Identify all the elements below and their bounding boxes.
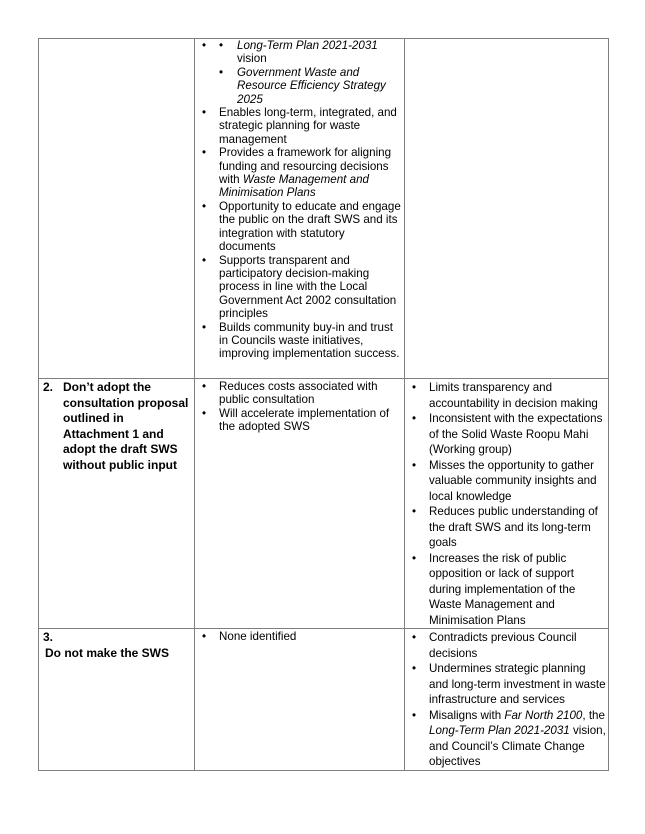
- list-item: • Opportunity to educate and engage the public on the draft SWS and its integration with statutory documents: [195, 200, 404, 254]
- list-item: • Limits transparency and accountability in decision making: [405, 380, 608, 411]
- option-number: 3.: [43, 630, 54, 644]
- list-item: • • Long-Term Plan 2021-2031 vision: [195, 39, 404, 66]
- table-row: [39, 379, 609, 629]
- list-item: [195, 39, 404, 106]
- option-label: [39, 629, 194, 661]
- list-item: • Undermines strategic planning and long-term investment in waste infrastructure and services: [405, 661, 608, 708]
- list-item: • Reduces public understanding of the draft SWS and its long-term goals: [405, 504, 608, 551]
- disadvantages-list: [405, 629, 608, 770]
- list-item: • Builds community buy-in and trust in Councils waste initiatives, improving implementation success.: [195, 321, 404, 361]
- option-title: Do not make the SWS: [45, 645, 170, 660]
- options-table: [38, 38, 609, 771]
- table-row: [39, 39, 609, 379]
- disadvantages-cell: [405, 629, 609, 771]
- advantages-list: [195, 379, 404, 434]
- option-label: [39, 379, 194, 473]
- list-item: • Increases the risk of public opposition or lack of support during implementation of the Waste Management and Minimisation Plans: [405, 551, 608, 629]
- sub-list: [195, 39, 404, 106]
- option-cell: [39, 39, 195, 379]
- disadvantages-cell: [405, 379, 609, 629]
- advantages-list: [195, 629, 404, 643]
- advantages-cell: [195, 39, 405, 379]
- disadvantages-list: [405, 379, 608, 628]
- advantages-cell: [195, 629, 405, 771]
- list-item: • Enables long-term, integrated, and strategic planning for waste management: [195, 106, 404, 146]
- option-cell: [39, 379, 195, 629]
- list-item: • Provides a framework for aligning funding and resourcing decisions with Waste Management and Minimisation Plans: [195, 146, 404, 200]
- list-item: • Misaligns with Far North 2100, the Long-Term Plan 2021-2031 vision, and Council’s Climate Change objectives: [405, 708, 608, 770]
- list-item: • Inconsistent with the expectations of the Solid Waste Roopu Mahi (Working group): [405, 411, 608, 458]
- option-title: Don’t adopt the consultation proposal outlined in Attachment 1 and adopt the draft SWS without public input: [63, 380, 189, 472]
- list-item: • Contradicts previous Council decisions: [405, 630, 608, 661]
- option-number: 2.: [43, 380, 54, 394]
- disadvantages-cell: [405, 39, 609, 379]
- list-item: • Reduces costs associated with public consultation: [195, 380, 404, 407]
- option-cell: [39, 629, 195, 771]
- table-row: [39, 629, 609, 771]
- list-item: • Misses the opportunity to gather valuable community insights and local knowledge: [405, 458, 608, 505]
- list-item: • Will accelerate implementation of the adopted SWS: [195, 407, 404, 434]
- advantages-list: [195, 39, 404, 361]
- advantages-cell: [195, 379, 405, 629]
- list-item: • Government Waste and Resource Efficiency Strategy 2025: [195, 66, 404, 106]
- list-item: • None identified: [195, 630, 404, 643]
- list-item: • Supports transparent and participatory decision-making process in line with the Local Government Act 2002 consultation principles: [195, 254, 404, 321]
